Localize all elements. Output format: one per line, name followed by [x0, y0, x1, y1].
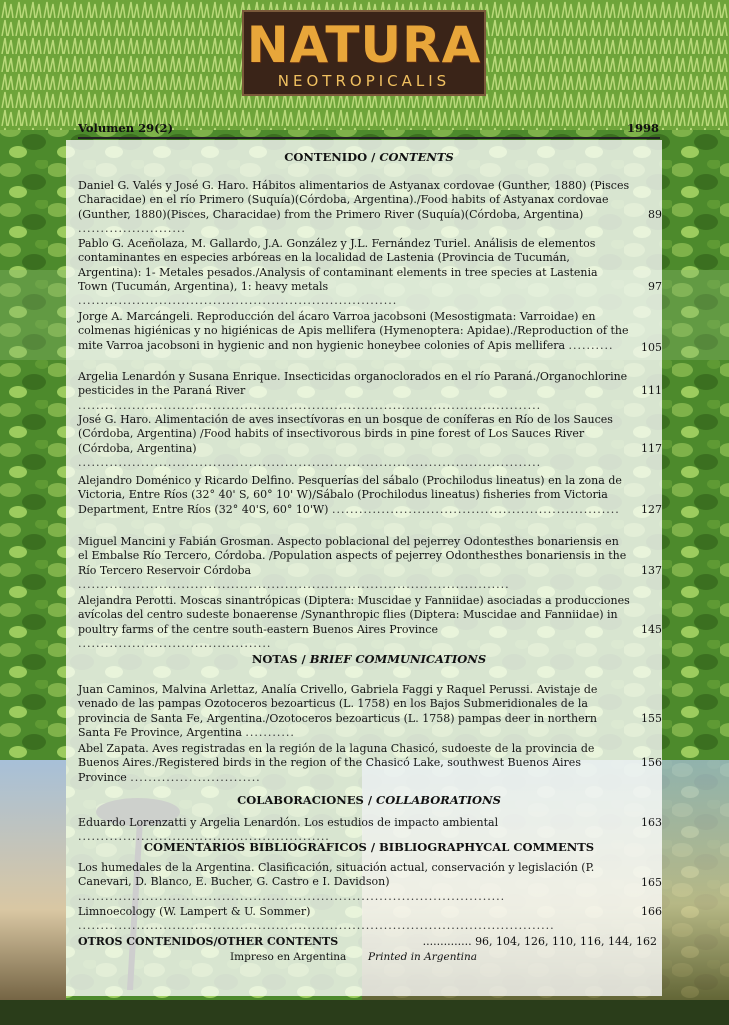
other-contents-label: OTROS CONTENIDOS/OTHER CONTENTS: [78, 935, 339, 948]
contents-heading: CONTENIDO / CONTENTS: [284, 150, 454, 164]
toc-page-number: 97: [648, 280, 662, 293]
printed-in-en: Printed in Argentina: [368, 951, 478, 963]
collaboration-entry[interactable]: Eduardo Lorenzatti y Argelia Lenardón. Los estudios de impacto ambiental ........................................................: [78, 816, 499, 844]
journal-subtitle: NEOTROPICALIS: [277, 72, 451, 90]
toc-page-number: 127: [641, 503, 662, 516]
toc-entry[interactable]: Argelia Lenardón y Susana Enrique. Insecticidas organoclorados en el río Paraná./Organochlorine pesticides in the Paraná River .......................................................................................................: [78, 370, 628, 412]
bibliographic-page-number: 166: [641, 905, 662, 918]
toc-page-number: 117: [641, 442, 662, 455]
bibliographic-entry[interactable]: Limnoecology (W. Lampert & U. Sommer) ..........................................................................................................: [78, 905, 555, 933]
printed-in-es: Impreso en Argentina: [230, 951, 347, 963]
toc-entry[interactable]: José G. Haro. Alimentación de aves insectívoras en un bosque de coníferas en Río de los Sauces (Córdoba, Argentina) /Food habits of insectivorous birds in pine forest of Los Sauces River (Córdoba, Argentina) .......................................................................................................: [78, 413, 613, 469]
note-page-number: 156: [641, 756, 662, 769]
toc-page-number: 111: [641, 384, 662, 397]
toc-page-number: 137: [641, 564, 662, 577]
toc-page-number: 145: [641, 623, 662, 636]
toc-entry[interactable]: Pablo G. Aceñolaza, M. Gallardo, J.A. González y J.L. Fernández Turiel. Análisis de elementos contaminantes en especies arbóreas en la localidad de Lastenia (Provincia de Tucumán, Argentina): 1- Metales pesados./Analysis of contaminant elements in tree species at Lastenia Town (Tucumán, Argentina), 1: heavy metals .......................................................................: [78, 237, 598, 308]
volume-label: Volumen 29(2): [78, 121, 174, 135]
toc-page-number: 105: [641, 341, 662, 354]
toc-entry[interactable]: Daniel G. Valés y José G. Haro. Hábitos alimentarios de Astyanax cordovae (Gunther, 1880) (Pisces Characidae) en el río Primero (Suquía)(Córdoba, Argentina)./Food habits of Astyanax cordovae (Gunther, 1880)(Pisces, Characidae) from the Primero River (Suquía)(Córdoba, Argentina) ........................: [78, 179, 630, 235]
bibliographic-entry[interactable]: Los humedales de la Argentina. Clasificación, situación actual, conservación y legislación (P. Canevari, D. Blanco, E. Bucher, G. Castro e I. Davidson) ...............................................................................................: [78, 861, 595, 903]
notes-heading: NOTAS / BRIEF COMMUNICATIONS: [251, 652, 487, 666]
toc-page-number: 89: [648, 208, 662, 221]
year-label: 1998: [626, 121, 659, 135]
toc-entry[interactable]: Alejandra Perotti. Moscas sinantrópicas (Diptera: Muscidae y Fanniidae) asociadas a producciones avícolas del centro sudeste bonaerense /Synanthropic flies (Diptera: Muscidae and Fanniidae) in poultry farms of the centre south-eastern Buenos Aires Province ...........................................: [78, 594, 630, 650]
toc-entry[interactable]: Miguel Mancini y Fabián Grosman. Aspecto poblacional del pejerrey Odontesthes bonariensis en el Embalse Río Tercero, Córdoba. /Population aspects of pejerrey Odonthesthes bonariensis in the Río Tercero Reservoir Córdoba ................................................................................................: [78, 535, 627, 591]
note-page-number: 155: [641, 712, 662, 725]
toc-entry[interactable]: Alejandro Doménico y Ricardo Delfino. Pesquerías del sábalo (Prochilodus lineatus) en la zona de Victoria, Entre Ríos (32° 40' S, 60° 10' W)/Sábalo (Prochilodus lineatus) fisheries from Victoria Department, Entre Ríos (32° 40'S, 60° 10'W) ................................................................: [78, 474, 622, 516]
bibliographic-page-number: 165: [641, 876, 662, 889]
note-entry[interactable]: Abel Zapata. Aves registradas en la región de la laguna Chasicó, sudoeste de la provincia de Buenos Aires./Registered birds in the region of the Chasicó Lake, southwest Buenos Aires Province .............................: [78, 742, 595, 784]
bibliographic-heading: COMENTARIOS BIBLIOGRAFICOS / BIBLIOGRAPHYCAL COMMENTS: [143, 840, 595, 854]
journal-masthead: [242, 10, 486, 96]
toc-entry[interactable]: Jorge A. Marcángeli. Reproducción del ácaro Varroa jacobsoni (Mesostigmata: Varroidae) en colmenas higiénicas y no higiénicas de Apis mellifera (Hymenoptera: Apidae)./Reproduction of the mite Varroa jacobsoni in hygienic and non hygienic honeybee colonies of Apis mellifera ..........: [78, 310, 629, 352]
collaborations-heading: COLABORACIONES / COLLABORATIONS: [237, 793, 501, 807]
note-entry[interactable]: Juan Caminos, Malvina Arlettaz, Analía Crivello, Gabriela Faggi y Raquel Perussi. Avistaje de venado de las pampas Ozotoceros bezoarticus (L. 1758) en los Bajos Submeridionales de la provincia de Santa Fe, Argentina./Ozotoceros bezoarticus (L. 1758) pampas deer in northern Santa Fe Province, Argentina ...........: [78, 683, 598, 739]
journal-title: NATURA: [246, 16, 482, 74]
other-contents-pages: .............. 96, 104, 126, 110, 116, 144, 162: [422, 935, 657, 948]
header-rule: [78, 137, 660, 139]
collaboration-page-number: 163: [641, 816, 662, 829]
